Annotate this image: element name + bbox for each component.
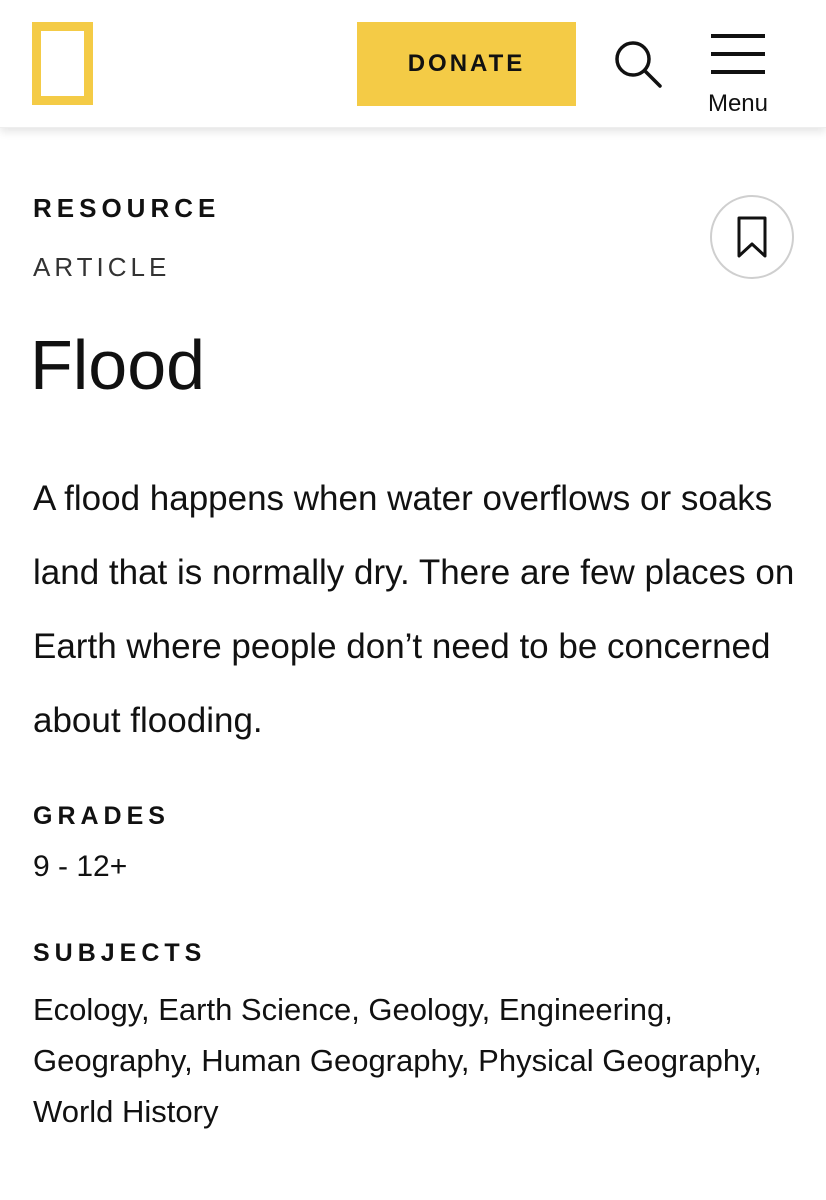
- site-logo[interactable]: [32, 22, 93, 105]
- subjects-value: Ecology, Earth Science, Geology, Engineering, Geography, Human Geography, Physical Geography, World History: [33, 992, 762, 1129]
- subjects-label: SUBJECTS: [33, 939, 207, 967]
- site-header: [0, 0, 826, 128]
- search-button[interactable]: [612, 38, 664, 90]
- article-lede: A flood happens when water overflows or soaks land that is normally dry. There are few places on Earth where people don’t need to be concerned about flooding.: [33, 479, 795, 740]
- resource-type: ARTICLE: [33, 252, 171, 282]
- bookmark-button[interactable]: [710, 195, 794, 279]
- bookmark-icon: [736, 215, 768, 259]
- grades-value: 9 - 12+: [33, 850, 128, 883]
- hamburger-icon: [711, 32, 765, 74]
- resource-eyebrow: RESOURCE: [33, 193, 221, 223]
- search-icon: [612, 38, 664, 90]
- donate-button[interactable]: DONATE: [357, 22, 576, 106]
- menu-label: Menu: [707, 90, 769, 117]
- menu-button[interactable]: [698, 28, 778, 118]
- page-title: Flood: [30, 326, 206, 404]
- grades-label: GRADES: [33, 802, 170, 830]
